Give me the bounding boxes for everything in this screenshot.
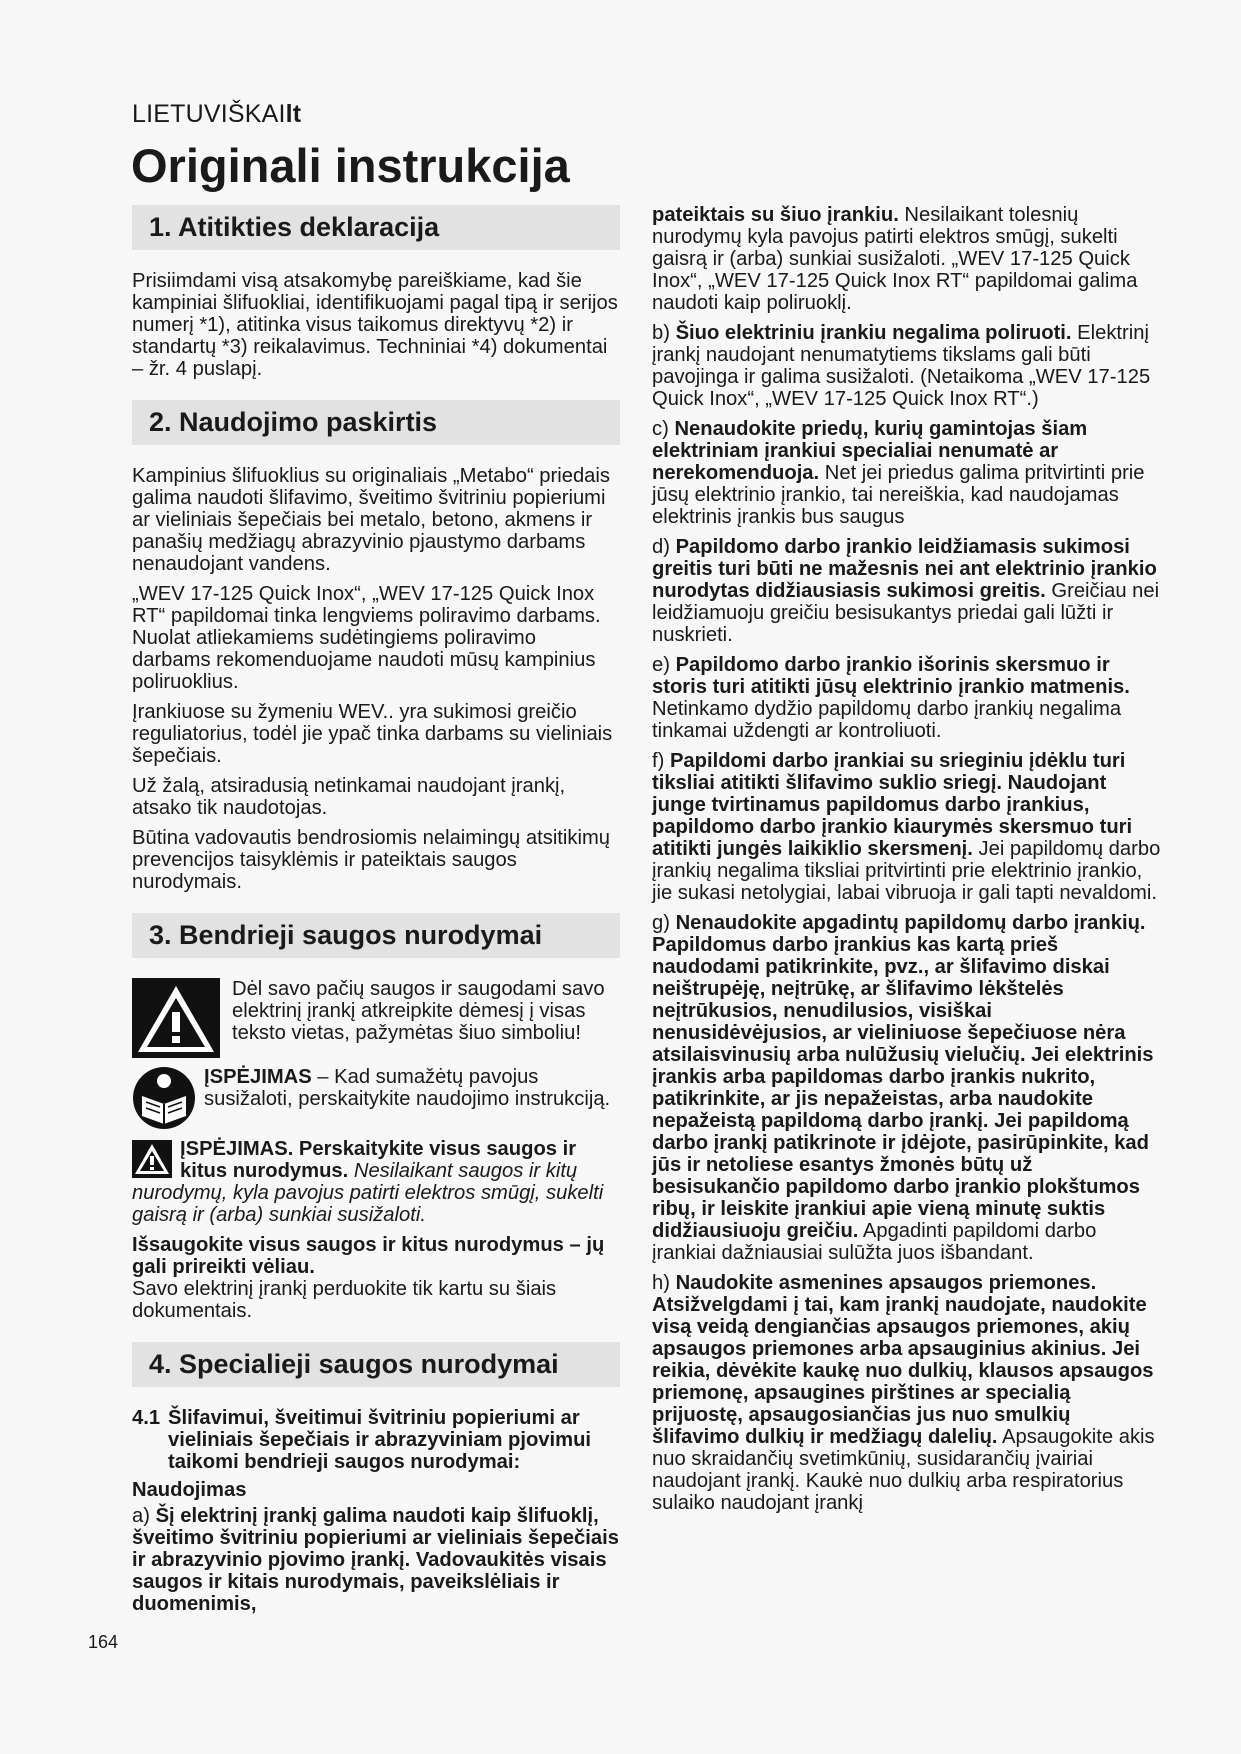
item-g: g) Nenaudokite apgadintų papildomų darbo įrankių. Papildomus darbo įrankius kas kartą prieš naudodami patikrinkite, pvz., ar šlifavimo diskai neištrupėję, neįtrūkę, ar šlifavimo lėkštelės neįtrūkusios, nenudilusios, visiškai nenusidėvėjusios, ar vieliniuose šepečiuose nėra atsilaisvinusių arba nulūžusių vielučių. Jei elektrinis įrankis arba papildomas darbo įrankis nukrito, patikrinkite, ar jis nepažeistas, arba naudokite nepažeistą papildomą darbo įrankį. Jei papildomą darbo įrankį patikrinote ir įdėjote, pasirūpinkite, kad jūs ir netoliese esantys žmonės būtų už besisukančio papildomo darbo įrankio plokštumos ribų, ir leiskite įrankiui apie vieną minutę suktis didžiausiuoju greičiu. Apgadinti papildomi darbo įrankiai dažniausiai sulūžta juos išbandant.	[652, 912, 1154, 1264]
warning-symbol-text: Dėl savo pačių saugos ir saugodami savo elektrinį įrankį atkreipkite dėmesį į visas teksto vietas, pažymėtas šiuo simboliu!	[232, 978, 605, 1044]
subsection-4-1: 4.1 Šlifavimui, šveitimui švitriniu popieriumi ar vieliniais šepečiais ir abrazyviniam pjovimui taikomi bendrieji saugos nurodymai:	[132, 1407, 592, 1473]
item-a: a) Šį elektrinį įrankį galima naudoti kaip šlifuoklį, šveitimo švitriniu popieriumi ar vieliniais šepečiais ir abrazyvinio pjovimo įrankį. Vadovaukitės visais saugos ir kitais nurodymais, paveikslėliais ir duomenimis,	[132, 1505, 619, 1615]
warning-symbol-row	[132, 978, 620, 1058]
item-a-continued: pateiktais su šiuo įrankiu. Nesilaikant tolesnių nurodymų kyla pavojus patirti elektros smūgį, sukelti gaisrą ir (arba) sunkiai susižaloti. „WEV 17-125 Quick Inox“, „WEV 17-125 Quick Inox RT“ papildomai galima naudoti kaip poliruoklį.	[652, 204, 1138, 314]
section-3-heading: 3. Bendrieji saugos nurodymai	[132, 913, 620, 958]
page-title: Originali instrukcija	[131, 139, 570, 192]
section-1-heading: 1. Atitikties deklaracija	[132, 205, 620, 250]
left-column	[132, 205, 620, 1623]
item-e: e) Papildomo darbo įrankio išorinis skersmuo ir storis turi atitikti jūsų elektrinio įrankio matmenis. Netinkamo dydžio papildomų darbo įrankių negalima tinkamai uždengti ar kontroliuoti.	[652, 654, 1130, 742]
intended-use-p3: Įrankiuose su žymeniu WEV.. yra sukimosi greičio reguliatorius, todėl jie ypač tinka darbams su vieliniais šepečiais.	[132, 701, 613, 767]
read-manual-icon	[132, 1066, 196, 1130]
intended-use-p5: Būtina vadovautis bendrosiomis nelaimingų atsitikimų prevencijos taisyklėmis ir pateiktais saugos nurodymais.	[132, 827, 611, 893]
section-2-heading: 2. Naudojimo paskirtis	[132, 400, 620, 445]
right-column	[652, 204, 1162, 1522]
warning-triangle-icon	[132, 978, 220, 1058]
warning-read-all-italic: Nesilaikant saugos ir kitų nurodymų, kyla pavojus patirti elektros smūgį, sukelti gaisrą ir (arba) sunkiai susižaloti.	[132, 1160, 604, 1226]
language-header: LIETUVIŠKAIlt	[132, 100, 302, 128]
item-f: f) Papildomi darbo įrankiai su srieginiu įdėklu turi tiksliai atitikti šlifavimo suklio sriegį. Naudojant junge tvirtinamus papildomus darbo įrankius, papildomo darbo įrankio kiaurymės skersmuo turi atitikti jungės laikiklio skersmenį. Jei papildomų darbo įrankių negalima tiksliai pritvirtinti prie elektrinio įrankio, jie sukasi netolygiai, labai vibruoja ir gali tapti nevaldomi.	[652, 750, 1161, 904]
read-manual-text: ĮSPĖJIMAS – Kad sumažėtų pavojus susižaloti, perskaitykite naudojimo instrukciją.	[204, 1066, 611, 1110]
intended-use-p2: „WEV 17-125 Quick Inox“, „WEV 17-125 Quick Inox RT“ papildomai tinka lengviems poliravimo darbams. Nuolat atliekamiems sudėtingiems poliravimo darbams rekomenduojame naudoti mūsų kampinius poliruoklius.	[132, 583, 601, 693]
warning-read-all-bold: ĮSPĖJIMAS. Perskaitykite visus saugos ir kitus nurodymus.	[180, 1138, 577, 1182]
section-4-heading: 4. Specialieji saugos nurodymai	[132, 1342, 620, 1387]
read-manual-row	[132, 1066, 620, 1130]
item-c: c) Nenaudokite priedų, kurių gamintojas šiam elektriniam įrankiui specialiai nenumatė ar nerekomenduoja. Net jei priedus galima pritvirtinti prie jūsų elektrinio įrankio, tai nereiškia, kad naudojamas elektrinis įrankis bus saugus	[652, 418, 1145, 528]
item-h: h) Naudokite asmenines apsaugos priemones. Atsižvelgdami į tai, kam įrankį naudojate, naudokite visą veidą dengiančias apsaugos priemones, akių apsaugos priemones arba apsauginius akinius. Jei reikia, dėvėkite kaukę nuo dulkių, klausos apsaugos priemonę, apsaugines pirštines ar specialią prijuostę, apsaugosiančias jus nuo smulkių šlifavimo dulkių ir medžiagų dalelių. Apsaugokite akis nuo skraidančių svetimkūnių, susidarančių įvairiai naudojant įrankį. Kaukė nuo dulkių arba respiratorius sulaiko naudojant įrankį	[652, 1272, 1155, 1514]
intended-use-p1: Kampinius šlifuoklius su originaliais „Metabo“ priedais galima naudoti šlifavimo, šveitimo švitriniu popieriumi ar vieliniais šepečiais bei metalo, betono, akmens ir panašių medžiagų abrazyvinio pjaustymo darbams nenaudojant vandens.	[132, 465, 610, 575]
item-d: d) Papildomo darbo įrankio leidžiamasis sukimosi greitis turi būti ne mažesnis nei ant elektrinio įrankio nurodytas didžiausiasis sukimosi greitis. Greičiau nei leidžiamuoju greičiu besisukantys priedai gali lūžti ir nuskrieti.	[652, 536, 1160, 646]
item-b: b) Šiuo elektriniu įrankiu negalima poliruoti. Elektrinį įrankį naudojant nenumatytiems tikslams gali būti pavojinga ir galima susižaloti. (Netaikoma „WEV 17-125 Quick Inox“, „WEV 17-125 Quick Inox RT“.)	[652, 322, 1151, 410]
usage-heading: Naudojimas	[132, 1479, 247, 1501]
keep-instructions: Išsaugokite visus saugos ir kitus nurodymus – jų gali prireikti vėliau. Savo elektrinį įrankį perduokite tik kartu su šiais dokumentais.	[132, 1234, 605, 1322]
small-warning-icon	[132, 1140, 172, 1178]
intended-use-p4: Už žalą, atsiradusią netinkamai naudojant įrankį, atsako tik naudotojas.	[132, 775, 566, 819]
page-number: 164	[88, 1632, 119, 1652]
warning-read-all-row	[132, 1138, 620, 1226]
declaration-text: Prisiimdami visą atsakomybę pareiškiame, kad šie kampiniai šlifuokliai, identifikuojami pagal tipą ir serijos numerį *1), atitinka visus taikomus direktyvų *2) ir standartų *3) reikalavimus. Techniniai *4) dokumentai – žr. 4 puslapį.	[132, 270, 618, 380]
